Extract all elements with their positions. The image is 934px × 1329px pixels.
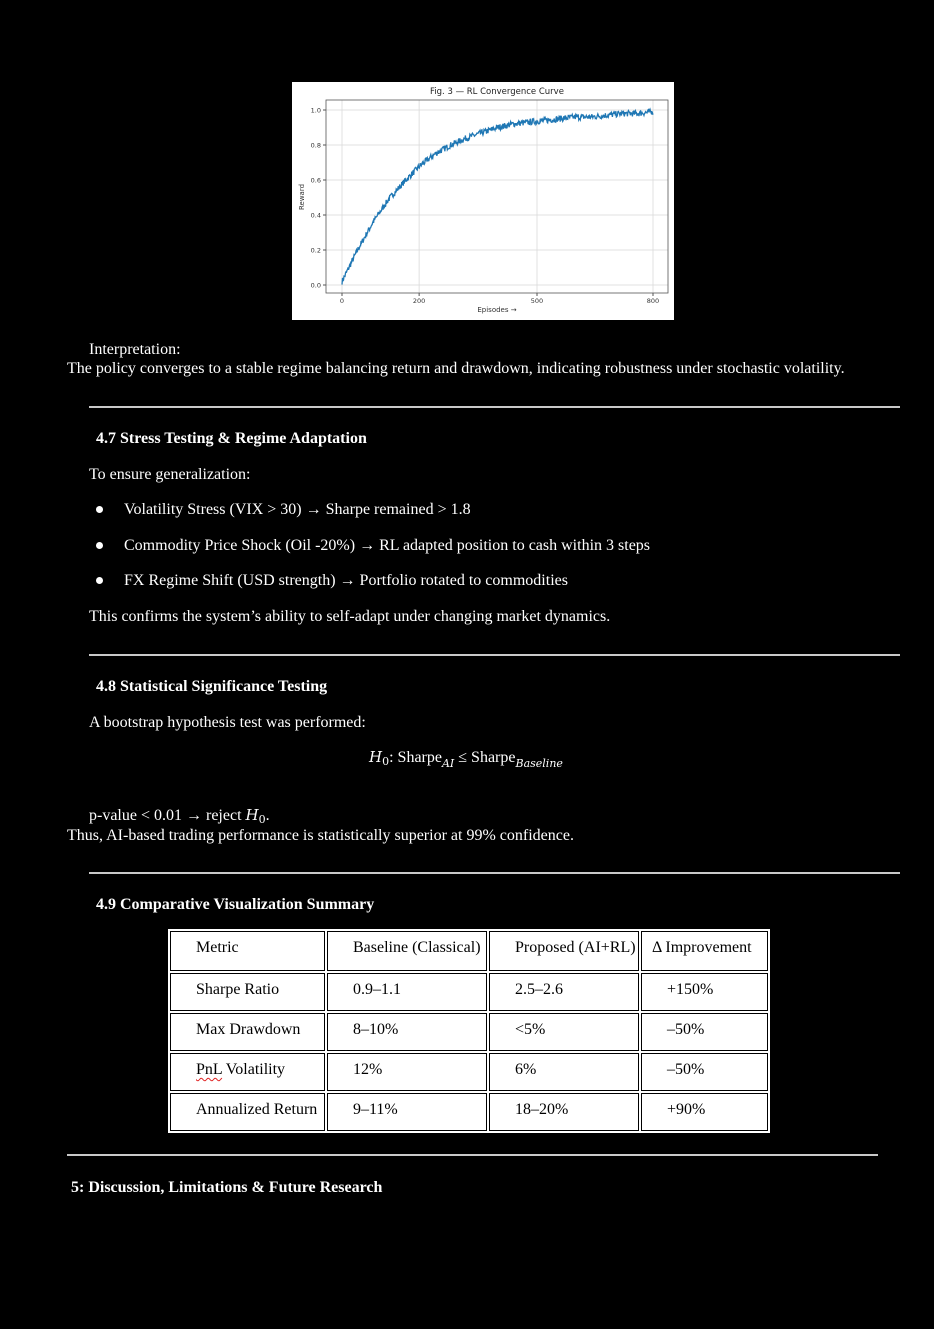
table-cell: 18–20% <box>489 1093 639 1131</box>
table-cell <box>170 1053 325 1091</box>
header-cell: Δ Improvement <box>641 931 768 971</box>
table-cell: Annualized Return <box>170 1093 325 1131</box>
section-4-7-intro: To ensure generalization: <box>89 466 251 483</box>
section-4-8-heading: 4.8 Statistical Significance Testing <box>96 678 328 695</box>
table-cell: 8–10% <box>327 1013 487 1051</box>
cell-text: Volatility <box>222 1061 286 1078</box>
chart-grid <box>326 100 668 293</box>
ai-subscript: AI <box>441 757 455 770</box>
section-4-8-conclusion: Thus, AI-based trading performance is statistically superior at 99% confidence. <box>67 827 574 844</box>
svg-text:1.0: 1.0 <box>310 106 321 115</box>
svg-text:800: 800 <box>646 297 660 305</box>
interpretation-label: Interpretation: <box>89 341 181 358</box>
x-axis-label: Episodes → <box>477 306 517 314</box>
h-symbol: H <box>369 748 383 766</box>
table-cell: 0.9–1.1 <box>327 973 487 1011</box>
section-4-7-heading: 4.7 Stress Testing & Regime Adaptation <box>96 430 367 447</box>
table-header-row <box>170 931 768 971</box>
interpretation-text: The policy converges to a stable regime balancing return and drawdown, indicating robustness under stochastic volatility. <box>67 360 845 377</box>
table-cell: 2.5–2.6 <box>489 973 639 1011</box>
table-row <box>170 973 768 1011</box>
table-cell: +90% <box>641 1093 768 1131</box>
table-row <box>170 1053 768 1091</box>
svg-text:0.6: 0.6 <box>310 176 321 185</box>
comparison-table <box>167 928 771 1134</box>
baseline-subscript: Baseline <box>515 757 563 770</box>
h-subscript: 0 <box>382 755 390 768</box>
section-4-8-intro: A bootstrap hypothesis test was performed: <box>89 714 366 731</box>
equation-term: ≤ Sharpe <box>454 749 516 766</box>
svg-text:0.0: 0.0 <box>310 281 321 290</box>
bullet-icon <box>96 577 103 584</box>
chart-title: Fig. 3 — RL Convergence Curve <box>430 87 564 97</box>
period: . <box>265 807 270 824</box>
table-cell: 9–11% <box>327 1093 487 1131</box>
x-axis-ticks <box>340 293 659 305</box>
table-cell: <5% <box>489 1013 639 1051</box>
y-axis-label: Reward <box>298 183 306 211</box>
plot-area <box>326 100 668 293</box>
header-cell: Metric <box>170 931 325 971</box>
section-4-9-heading: 4.9 Comparative Visualization Summary <box>96 896 375 913</box>
svg-text:0: 0 <box>339 297 345 305</box>
bullet-item: Volatility Stress (VIX > 30) → Sharpe remained > 1.8 <box>124 501 471 518</box>
rl-convergence-figure <box>292 82 674 320</box>
equation-term: : Sharpe <box>389 749 442 766</box>
h-symbol: H <box>245 806 259 824</box>
svg-text:0.8: 0.8 <box>310 141 321 150</box>
table-cell: 6% <box>489 1053 639 1091</box>
header-cell: Baseline (Classical) <box>327 931 487 971</box>
section-divider <box>89 406 900 408</box>
pvalue-line <box>89 806 270 826</box>
section-divider <box>67 1154 878 1156</box>
table-cell: +150% <box>641 973 768 1011</box>
y-axis-ticks <box>311 107 326 290</box>
section-5-heading: 5: Discussion, Limitations & Future Research <box>71 1179 383 1196</box>
table-row <box>170 1093 768 1131</box>
bullet-icon <box>96 542 103 549</box>
hypothesis-equation <box>369 748 563 770</box>
spellcheck-word: PnL <box>196 1061 223 1078</box>
table-cell: –50% <box>641 1053 768 1091</box>
table-cell: 12% <box>327 1053 487 1091</box>
pvalue-text: p-value < 0.01 → reject <box>89 807 246 824</box>
bullet-icon <box>96 506 103 513</box>
svg-text:500: 500 <box>530 297 544 305</box>
svg-text:0.2: 0.2 <box>310 246 321 255</box>
section-4-7-conclusion: This confirms the system’s ability to self-adapt under changing market dynamics. <box>89 608 611 625</box>
svg-text:200: 200 <box>412 297 426 305</box>
convergence-chart <box>292 82 674 320</box>
section-divider <box>89 872 900 874</box>
section-divider <box>89 654 900 656</box>
header-cell: Proposed (AI+RL) <box>489 931 639 971</box>
h-subscript: 0 <box>258 813 266 826</box>
table-cell: –50% <box>641 1013 768 1051</box>
table-row <box>170 1013 768 1051</box>
table-cell: Sharpe Ratio <box>170 973 325 1011</box>
bullet-item: Commodity Price Shock (Oil -20%) → RL adapted position to cash within 3 steps <box>124 537 651 554</box>
table-cell: Max Drawdown <box>170 1013 325 1051</box>
svg-text:0.4: 0.4 <box>310 211 321 220</box>
bullet-item: FX Regime Shift (USD strength) → Portfolio rotated to commodities <box>124 572 568 589</box>
reward-line <box>342 109 653 284</box>
